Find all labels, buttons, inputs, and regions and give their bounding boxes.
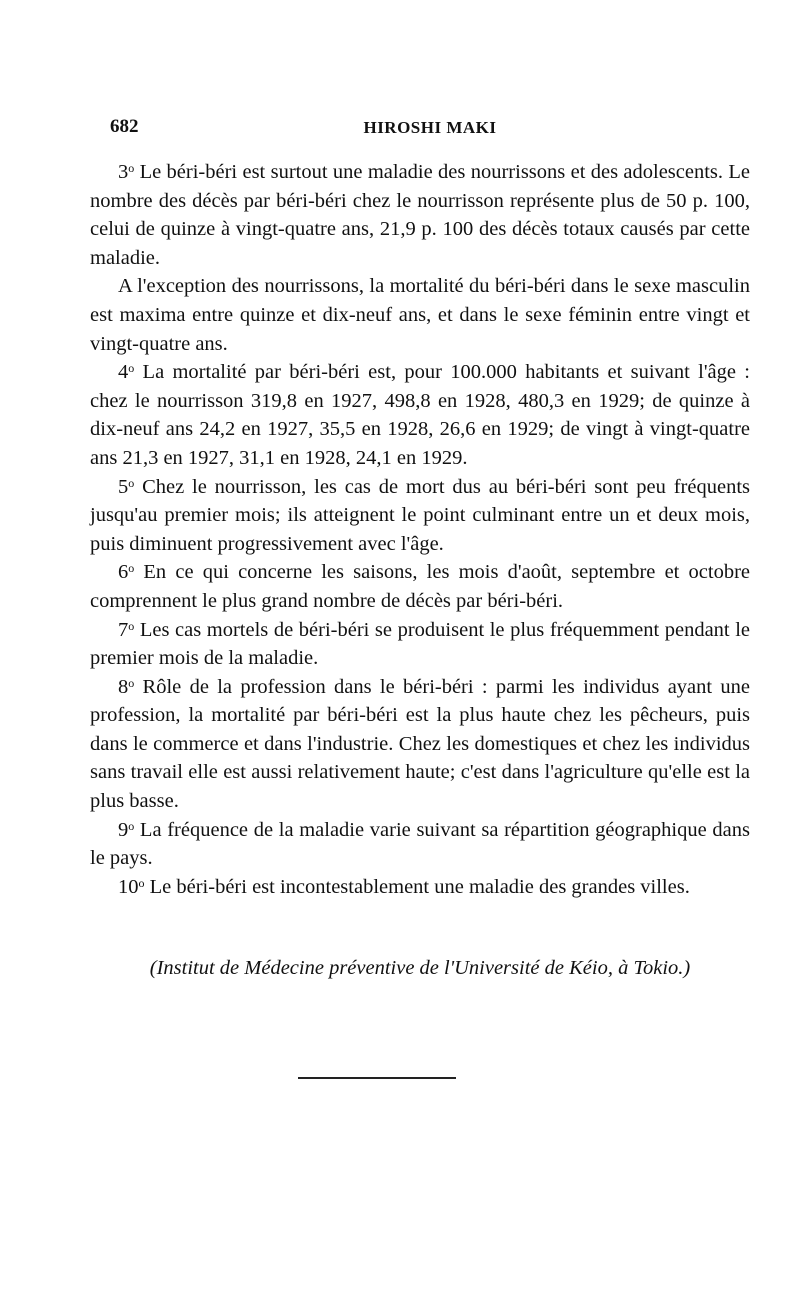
paragraph-text: A l'exception des nourrissons, la mortalité du béri-béri dans le sexe masculin est maxima entre quinze et dix-neuf ans, et dans le sexe féminin entre vingt et vingt-quatre ans. (90, 275, 750, 355)
affiliation-note: (Institut de Médecine préventive de l'Université de Kéio, à Tokio.) (149, 957, 691, 979)
paragraph-text: La fréquence de la maladie varie suivant sa répartition géographique dans le pays. (90, 818, 750, 870)
paragraph-text: Rôle de la profession dans le béri-béri : parmi les individus ayant une profession, la mortalité par béri-béri est la plus haute chez les pêcheurs, puis dans le commerce et dans l'industrie. Chez les domestiques et chez les individus sans travail elle est aussi relativement haute; c'est dans l'agriculture qu'elle est la plus basse. (90, 675, 750, 813)
item-number: 4 (118, 361, 129, 384)
paragraph-item-4 (90, 358, 750, 472)
paragraph-item-9 (90, 816, 750, 873)
running-header (110, 116, 750, 140)
paragraph-text: Le béri-béri est surtout une maladie des nourrissons et des adolescents. Le nombre des décès par béri-béri chez le nourrisson représente plus de 50 p. 100, celui de quinze à vingt-quatre ans, 21,9 p. 100 des décès totaux causés par cette maladie. (90, 161, 750, 269)
item-number-superscript: o (128, 618, 135, 633)
paragraph-text: En ce qui concerne les saisons, les mois d'août, septembre et octobre comprennent le plus grand nombre de décès par béri-béri. (90, 561, 750, 612)
item-number-superscript: o (128, 475, 135, 490)
paragraph-text: Chez le nourrisson, les cas de mort dus au béri-béri sont peu fréquents jusqu'au premier mois; ils atteignent le point culminant entre un et deux mois, puis diminuent progressivement avec l'âge. (90, 475, 750, 555)
paragraph-continuation (90, 272, 750, 358)
item-number: 8 (118, 675, 129, 698)
item-number: 10 (118, 875, 139, 898)
paragraph-text: La mortalité par béri-béri est, pour 100.000 habitants et suivant l'âge : chez le nourrisson 319,8 en 1927, 498,8 en 1928, 480,3 en 1929; de quinze à dix-neuf ans 24,2 en 1927, 35,5 en 1928, 26,6 en 1929; de vingt à vingt-quatre ans 21,3 en 1927, 31,1 en 1928, 24,1 en 1929. (90, 361, 750, 469)
paragraph-item-6 (90, 558, 750, 615)
body-text (90, 158, 750, 901)
paragraph-item-10 (90, 873, 750, 902)
item-number-superscript: o (128, 818, 135, 833)
page-number: 682 (110, 116, 139, 137)
item-number-superscript: o (128, 561, 135, 576)
item-number: 3 (118, 161, 129, 183)
item-number: 9 (118, 818, 129, 841)
paragraph-item-3 (90, 158, 750, 272)
paragraph-text: Les cas mortels de béri-béri se produisent le plus fréquemment pendant le premier mois de la maladie. (90, 618, 750, 670)
item-number-superscript: o (128, 161, 135, 175)
item-number-superscript: o (128, 675, 135, 690)
paragraph-text: Le béri-béri est incontestablement une maladie des grandes villes. (144, 875, 690, 898)
item-number: 5 (118, 475, 129, 498)
paragraph-item-7 (90, 616, 750, 673)
item-number: 6 (118, 561, 129, 584)
author-name: HIROSHI MAKI (363, 118, 497, 137)
paragraph-item-5 (90, 473, 750, 559)
end-divider (298, 1077, 456, 1079)
paragraph-item-8 (90, 673, 750, 816)
item-number-superscript: o (128, 361, 135, 376)
item-number-superscript: o (138, 875, 145, 890)
item-number: 7 (118, 618, 129, 641)
